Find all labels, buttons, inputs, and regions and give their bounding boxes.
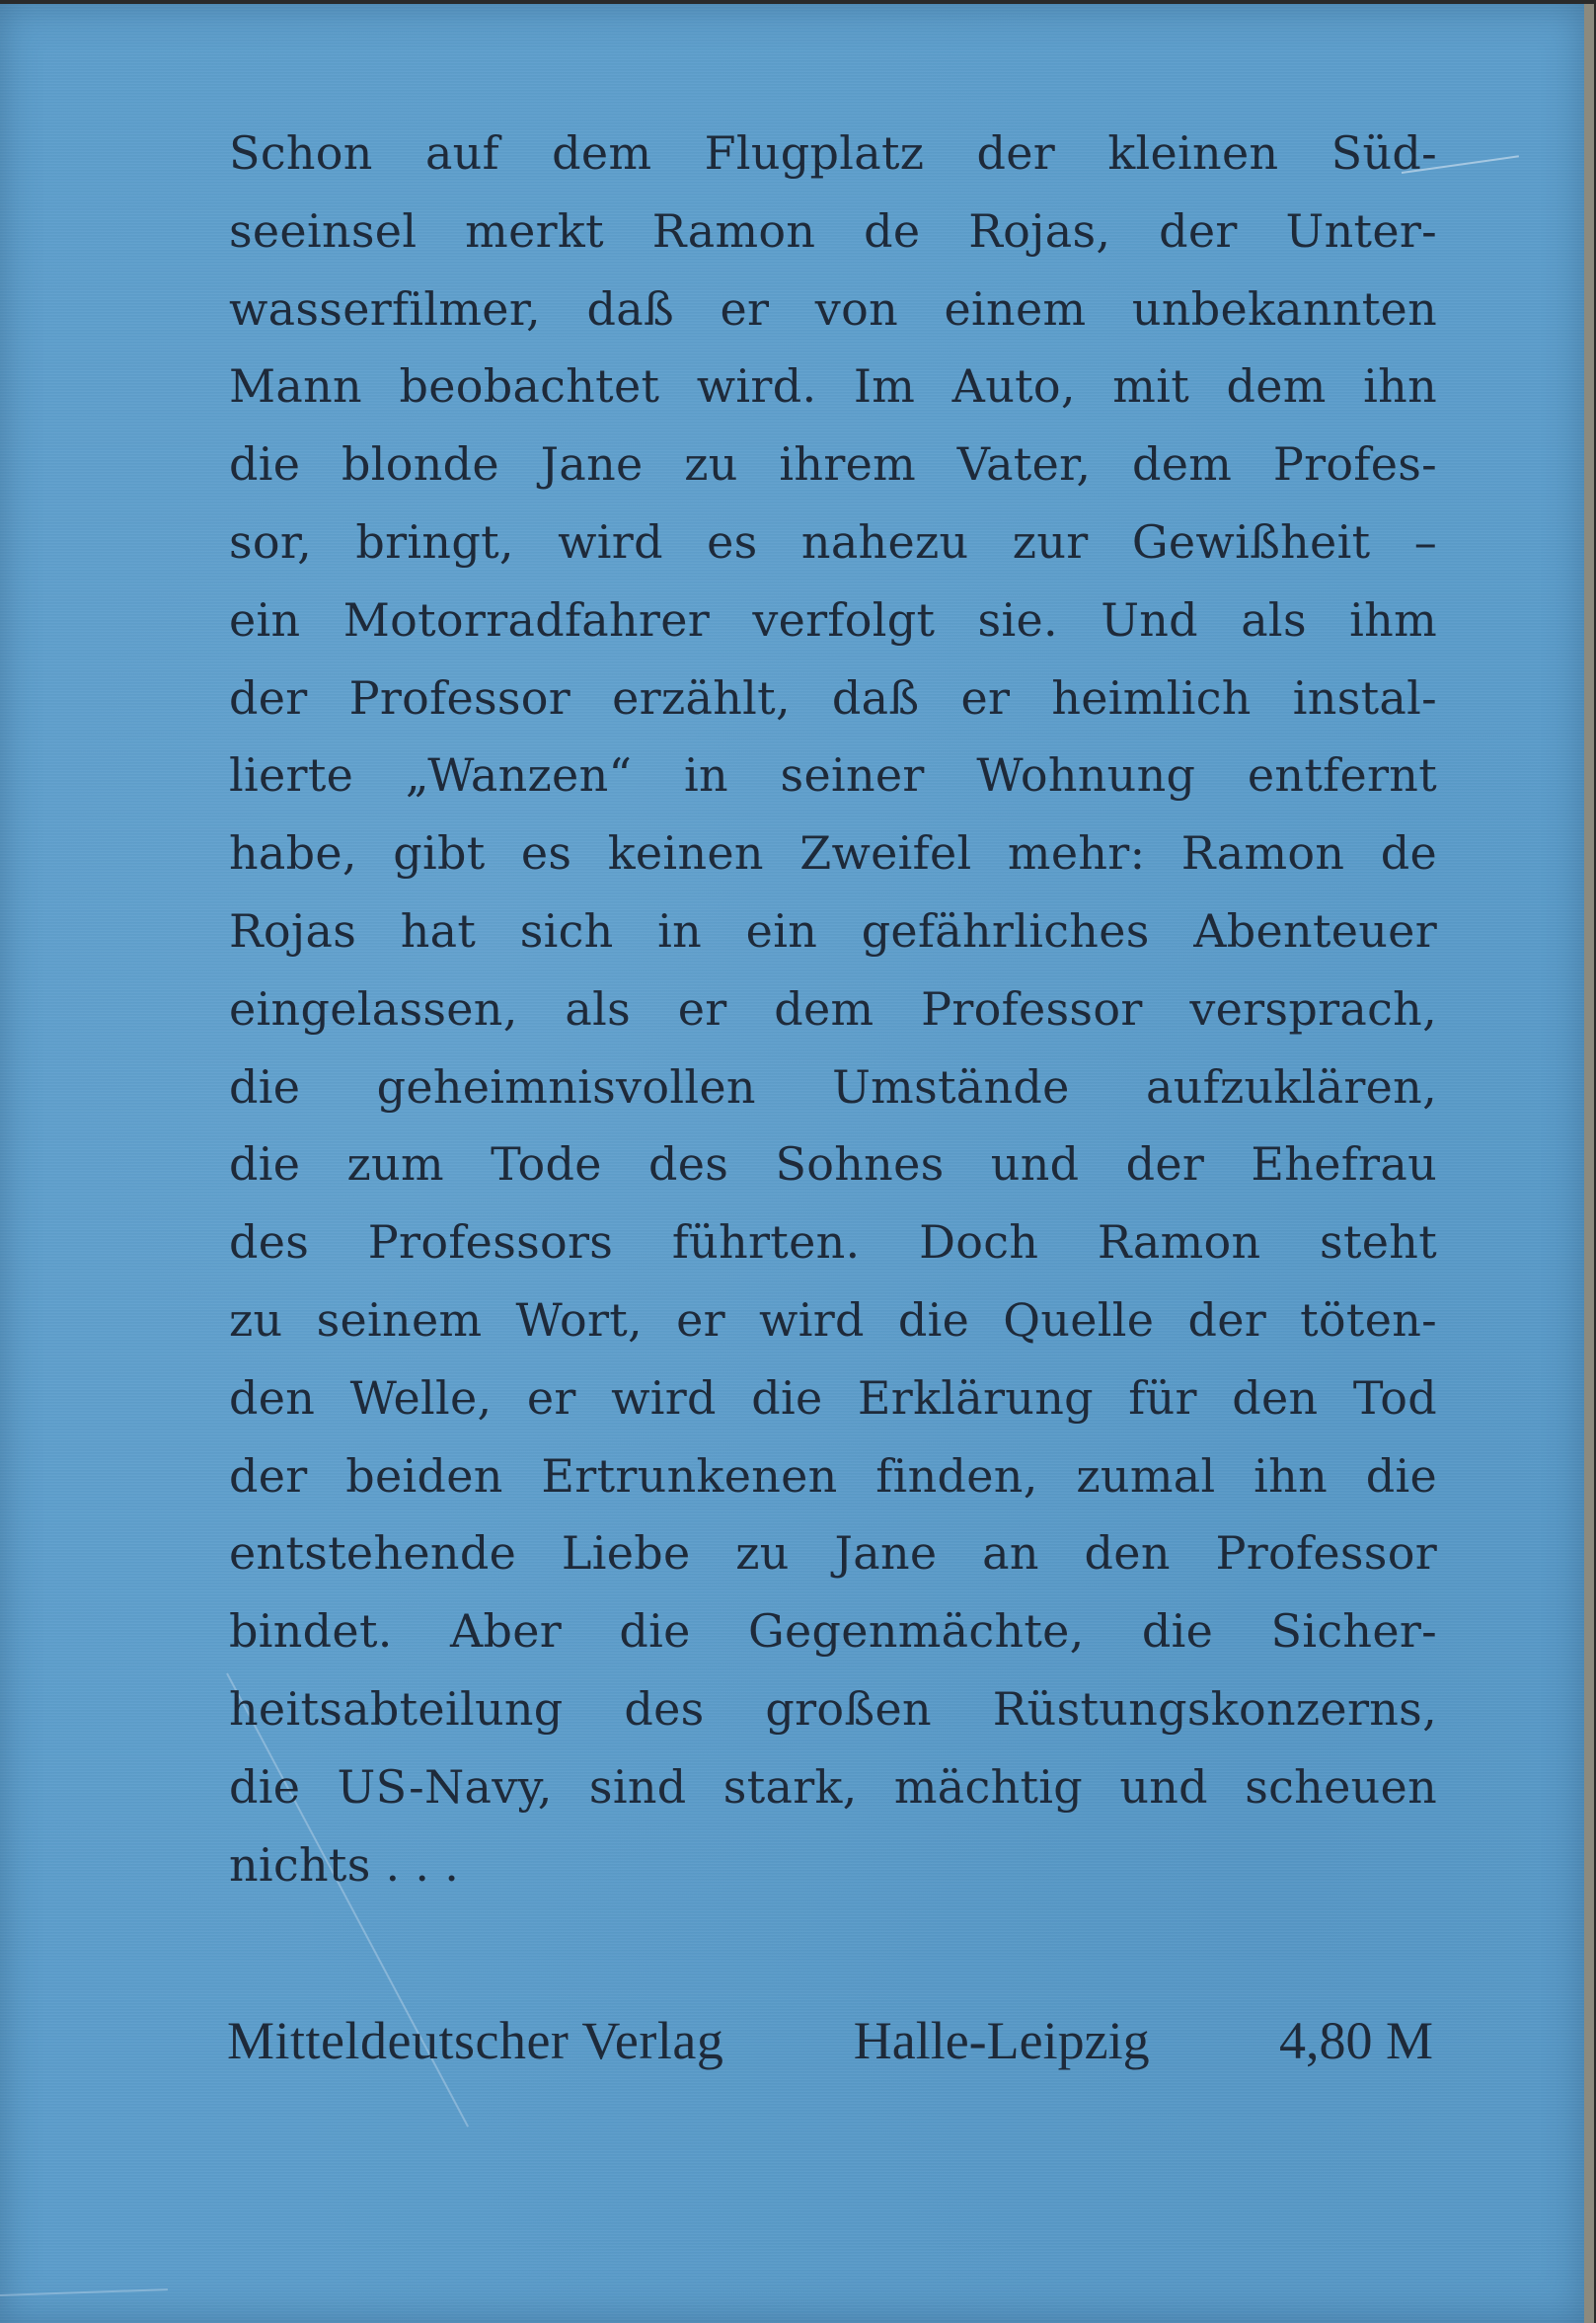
blurb-line: habe, gibt es keinen Zweifel mehr: Ramon de — [229, 826, 1437, 881]
price: 4,80 M — [1278, 2011, 1433, 2070]
blurb-line: des Professors führten. Doch Ramon steht — [229, 1215, 1437, 1270]
blurb-line: zu seinem Wort, er wird die Quelle der töten- — [229, 1292, 1437, 1347]
blurb-text — [229, 115, 1437, 1903]
blurb-line: wasserfilmer, daß er von einem unbekannten — [229, 281, 1437, 336]
blurb-line: Rojas hat sich in ein gefährliches Abenteuer — [229, 903, 1437, 958]
book-back-cover — [0, 4, 1594, 2323]
publisher-imprint — [227, 2010, 1433, 2071]
blurb-line: Mann beobachtet wird. Im Auto, mit dem ihn — [229, 359, 1437, 414]
blurb-line: bindet. Aber die Gegenmächte, die Sicher- — [229, 1604, 1437, 1659]
blurb-line: lierte „Wanzen“ in seiner Wohnung entfernt — [229, 748, 1437, 803]
blurb-line: der beiden Ertrunkenen finden, zumal ihn die — [229, 1448, 1437, 1503]
blurb-line: die blonde Jane zu ihrem Vater, dem Profes- — [229, 437, 1437, 492]
blurb-line: nichts . . . — [229, 1837, 460, 1892]
blurb-line: den Welle, er wird die Erklärung für den Tod — [229, 1370, 1437, 1425]
blurb-line: die geheimnisvollen Umstände aufzuklären, — [229, 1059, 1437, 1114]
blurb-line: seeinsel merkt Ramon de Rojas, der Unter- — [229, 203, 1437, 258]
blurb-line: heitsabteilung des großen Rüstungskonzerns, — [229, 1681, 1437, 1736]
blurb-line: entstehende Liebe zu Jane an den Professor — [229, 1526, 1437, 1581]
publisher-name: Mitteldeutscher Verlag — [227, 2011, 724, 2070]
cover-crease-bottom — [0, 2288, 168, 2296]
blurb-line: sor, bringt, wird es nahezu zur Gewißheit – — [229, 514, 1437, 569]
blurb-line: die US-Navy, sind stark, mächtig und scheuen — [229, 1759, 1437, 1814]
blurb-line: Schon auf dem Flugplatz der kleinen Süd- — [229, 126, 1437, 180]
blurb-line: der Professor erzählt, daß er heimlich instal- — [229, 670, 1437, 725]
blurb-line: eingelassen, als er dem Professor versprach, — [229, 981, 1437, 1036]
publisher-location: Halle-Leipzig — [853, 2011, 1150, 2070]
blurb-line: ein Motorradfahrer verfolgt sie. Und als ihm — [229, 592, 1437, 647]
blurb-line: die zum Tode des Sohnes und der Ehefrau — [229, 1137, 1437, 1192]
